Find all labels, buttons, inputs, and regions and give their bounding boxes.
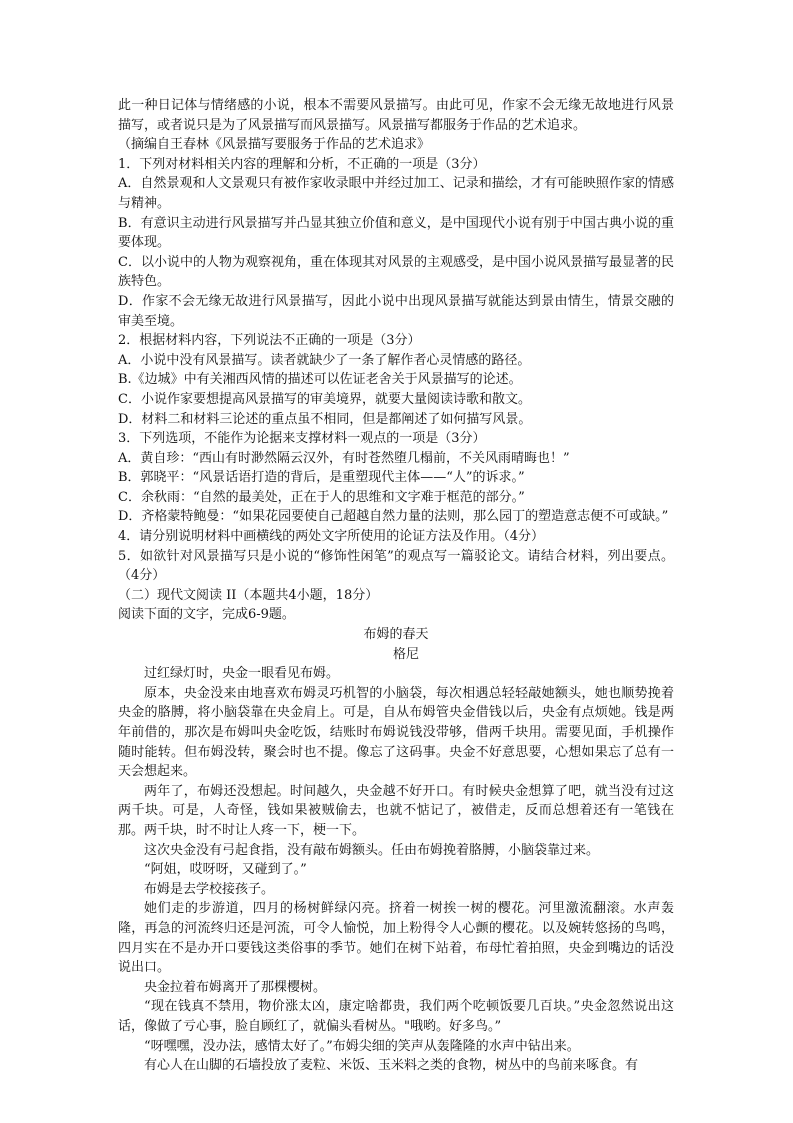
section-instruction: 阅读下面的文字，完成6-9题。: [118, 607, 295, 623]
story-paragraph: 原本，央金没来由地喜欢布姆灵巧机智的小脑袋，每次相遇总轻轻敲她额头，她也顺势挽着央金的胳膊，将小脑袋靠在央金肩上。可是，自从布姆管央金借钱以后，央金有点烦她。钱是两年前借的，那次是布姆叫央金吃饭，结账时布姆说钱没带够，借两千块用。需要见面，手机操作随时能转。但布姆没转，聚会时也不提。像忘了这码事。央金不好意思要，心想如果忘了总有一天会想起来。: [118, 685, 674, 780]
story-paragraph: 这次央金没有弓起食指，没有敲布姆额头。任由布姆挽着胳膊，小脑袋靠过来。: [144, 842, 600, 858]
section-heading: （二）现代文阅读 II（本题共4小题，18分）: [118, 587, 379, 603]
question-2-option-d: D．材料二和材料三论述的重点虽不相同，但是都阐述了如何描写风景。: [118, 411, 532, 427]
story-paragraph: 过红绿灯时，央金一眼看见布姆。: [144, 666, 340, 682]
question-2-option-a: A．小说中没有风景描写。读者就缺少了一条了解作者心灵情感的路径。: [118, 352, 531, 368]
question-2-option-c: C．小说作家要想提高风景描写的审美境界，就要大量阅读诗歌和散文。: [118, 391, 531, 407]
question-1-option-b: B．有意识主动进行风景描写并凸显其独立价值和意义，是中国现代小说有别于中国古典小说的重要体现。: [118, 215, 674, 251]
story-paragraph: 她们走的步游道，四月的杨树鲜绿闪亮。挤着一树挨一树的樱花。河里激流翻滚。水声轰隆，再急的河流终归还是河流，可令人愉悦，加上粉得令人心颤的樱花。以及婉转悠扬的鸟鸣，四月实在不是办开口要钱这类俗事的季节。她们在树下站着，布母忙着拍照，央金到嘴边的话没说出口。: [118, 901, 674, 976]
question-2-option-b: B.《边城》中有关湘西风情的描述可以佐证老舍关于风景描写的论述。: [118, 372, 522, 388]
story-paragraph: 布姆是去学校接孩子。: [144, 881, 275, 897]
question-5: 5．如欲针对风景描写只是小说的“修饰性闲笔”的观点写一篇驳论文。请结合材料，列出要点。（4分）: [118, 548, 674, 584]
story-title: 布姆的春天: [363, 627, 429, 643]
story-author: 格尼: [392, 646, 419, 662]
question-3: 3．下列选项，不能作为论据来支撑材料一观点的一项是（3分）: [118, 431, 486, 447]
question-1-option-d: D．作家不会无缘无故进行风景描写，因此小说中出现风景描写就能达到景由情生，情景交融的审美至境。: [118, 293, 674, 329]
story-paragraph: “呀嘿嘿，没办法，感情太好了。”布姆尖细的笑声从轰隆隆的水声中钻出来。: [144, 1038, 580, 1054]
passage-text: 此一种日记体与情绪感的小说，根本不需要风景描写。由此可见，作家不会无缘无故地进行风景描写，或者说只是为了风景描写而风景描写。风景描写都服务于作品的艺术追求。: [118, 98, 674, 133]
story-paragraph: “现在钱真不禁用，物价涨太凶，康定啥都贵，我们两个吃顿饭要几百块。”央金忽然说出这话，像做了亏心事，脸自顾红了，就偏头看树丛。"哦哟。好多鸟。”: [118, 999, 674, 1034]
story-paragraph: 有心人在山脚的石墙投放了麦粒、米饭、玉米料之类的食物，树丛中的鸟前来啄食。有: [144, 1058, 639, 1074]
story-paragraph: 央金拉着布姆离开了那棵樱树。: [144, 979, 327, 995]
source-citation: （摘编自王春林《风景描写要服务于作品的艺术追求》: [118, 137, 431, 153]
question-2: 2．根据材料内容，下列说法不正确的一项是（3分）: [118, 333, 421, 349]
question-3-option-b: B．郭晓平：“风景话语打造的背后，是重塑现代主体——“人”的诉求。”: [118, 470, 525, 486]
question-3-option-d: D．齐格蒙特鲍曼：“如果花园要使自己超越自然力量的法则，那么园丁的塑造意志便不可或缺。”: [118, 509, 669, 525]
question-1: 1．下列对材料相关内容的理解和分析，不正确的一项是（3分）: [118, 156, 486, 172]
question-1-option-c: C．以小说中的人物为观察视角，重在体现其对风景的主观感受，是中国小说风景描写最显著的民族特色。: [118, 254, 674, 290]
document-page: [118, 96, 674, 1076]
story-paragraph: 两年了，布姆还没想起。时间越久，央金越不好开口。有时候央金想算了吧，就当没有过这两千块。可是，人奇怪，钱如果被贼偷去，也就不惦记了，被借走，反而总想着还有一笔钱在那。两千块，时不时让人疼一下，梗一下。: [118, 783, 674, 838]
question-3-option-a: A．黄自珍：“西山有时渺然隔云汉外，有时苍然堕几榻前，不关风雨晴晦也！”: [118, 450, 570, 466]
question-1-option-a: A．自然景观和人文景观只有被作家收录眼中并经过加工、记录和描绘，才有可能映照作家的情感与精神。: [118, 176, 674, 211]
question-4: 4．请分别说明材料中画横线的两处文字所使用的论证方法及作用。（4分）: [118, 529, 545, 545]
story-paragraph: “阿姐，哎呀呀，又碰到了。”: [144, 862, 307, 878]
question-3-option-c: C．余秋雨：“自然的最美处，正在于人的思维和文字难于框范的部分。”: [118, 489, 525, 505]
